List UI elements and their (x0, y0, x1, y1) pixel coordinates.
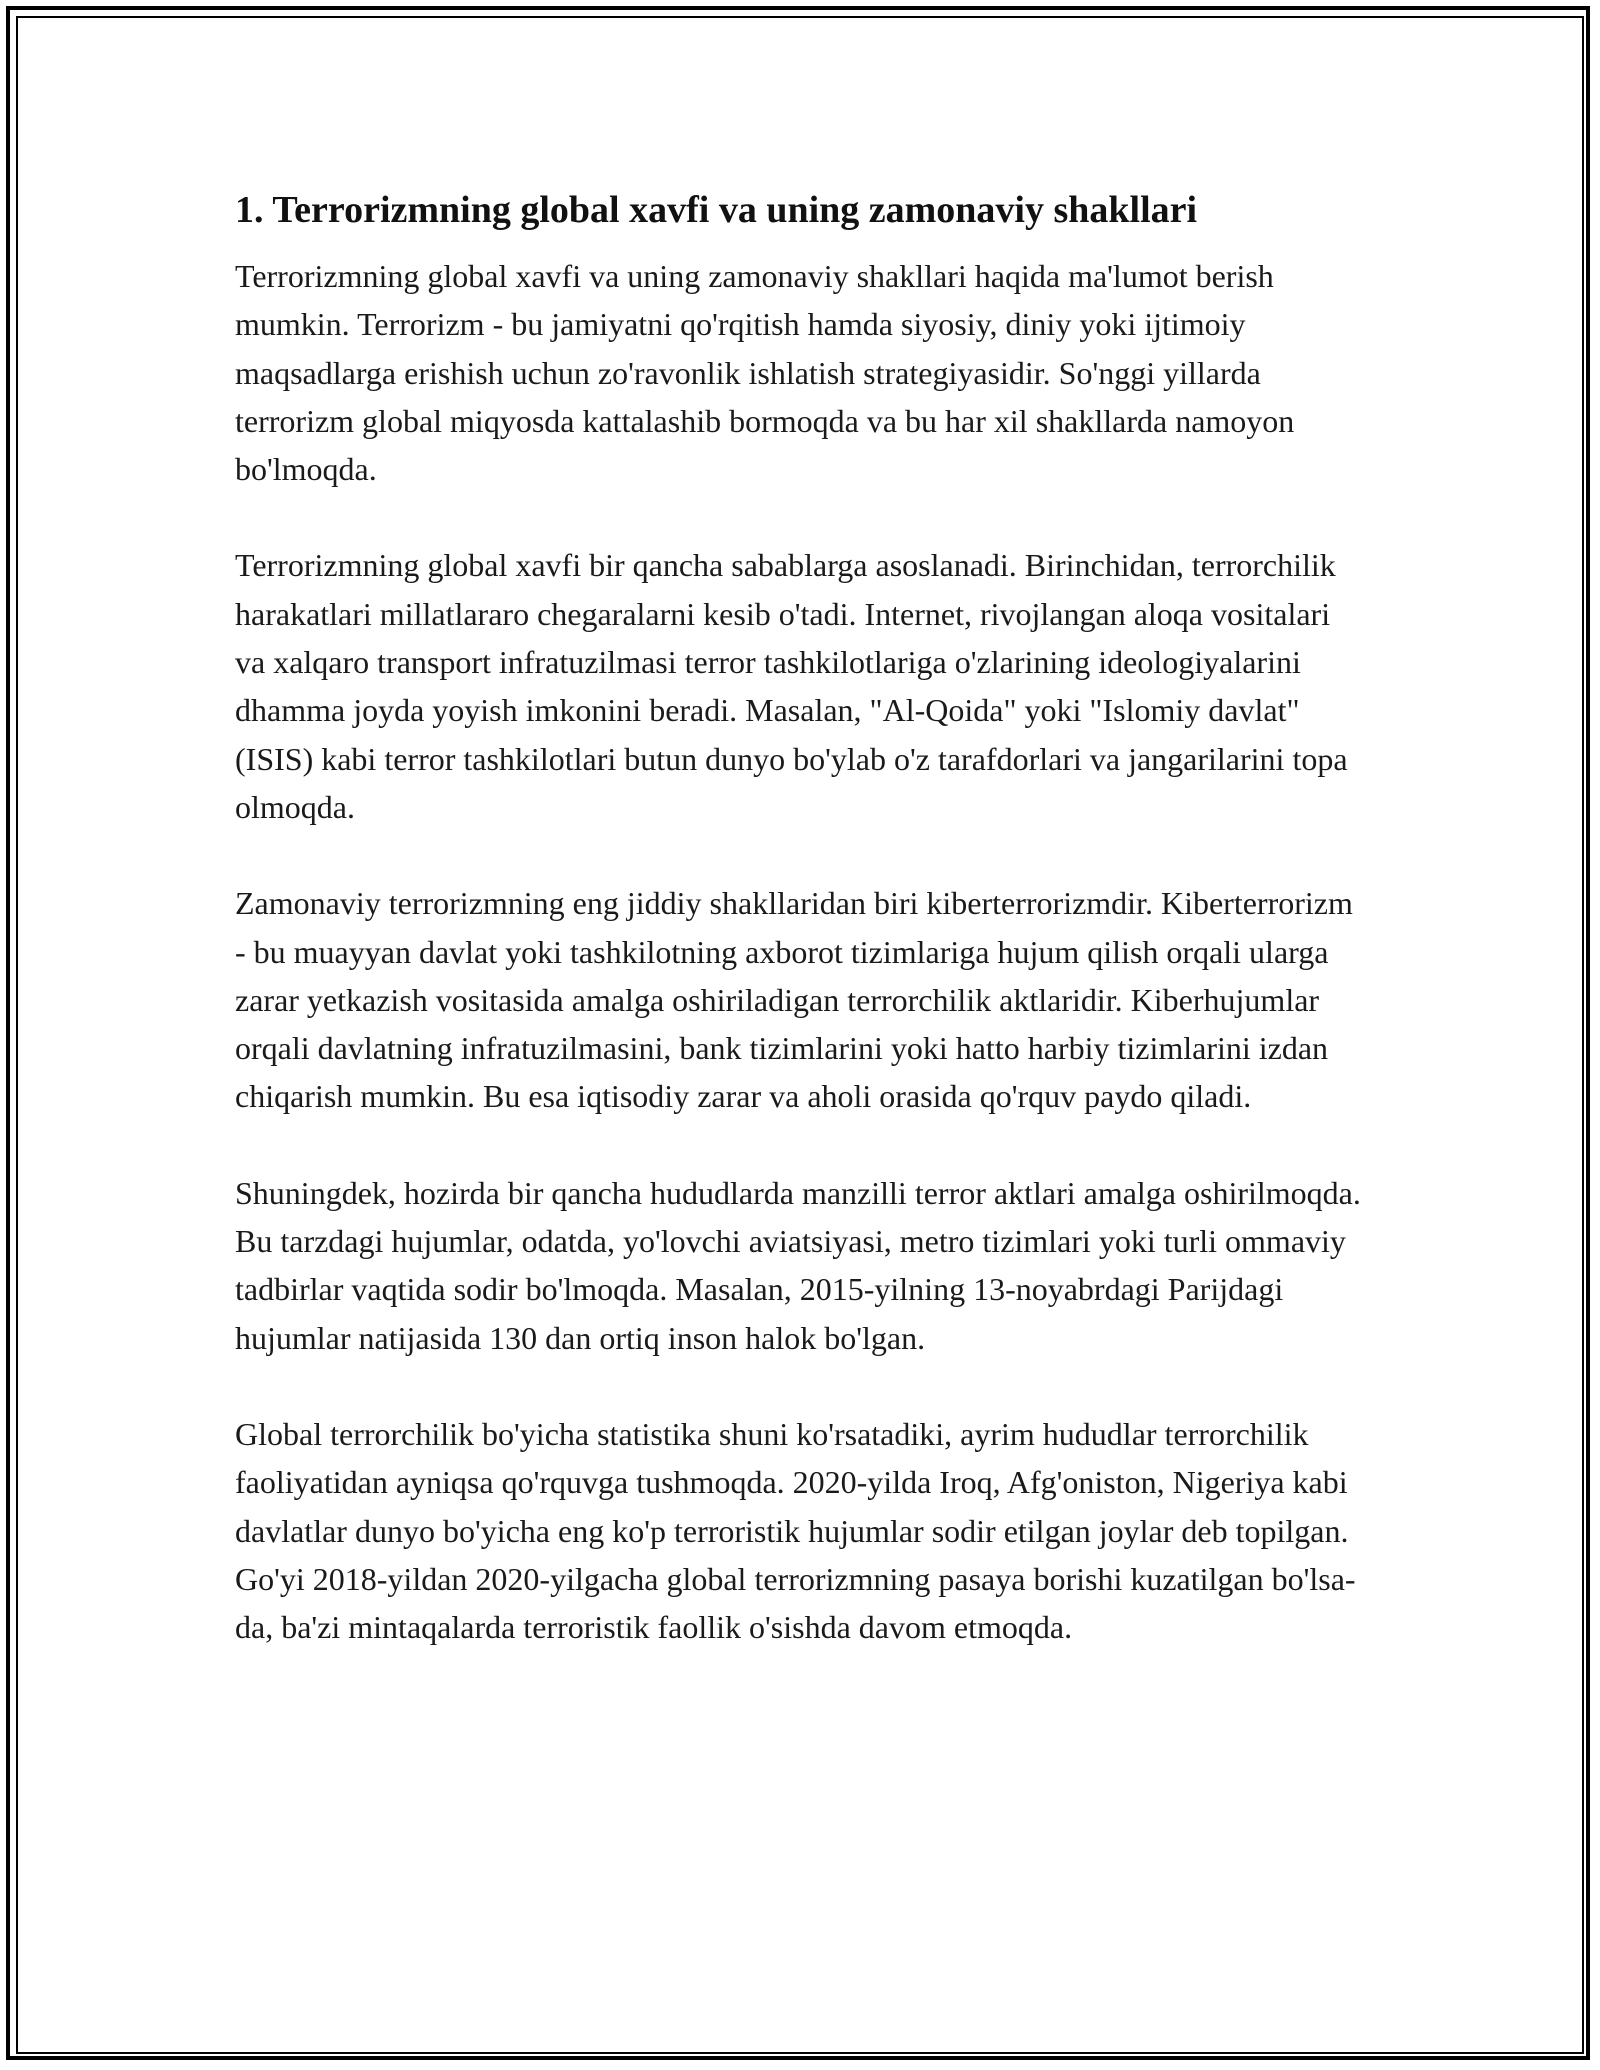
paragraph-statistics: Global terrorchilik bo'yicha statistika shuni ko'rsatadiki, ayrim hududlar terrorchilik faoliyatidan ayniqsa qo'rquvga tushmoqda. 2020-yilda Iroq, Afg'oniston, Nigeriya kabi davlatlar dunyo bo'yicha eng ko'p terroristik hujumlar sodir etilgan joylar deb topilgan. Go'yi 2018-yildan 2020-yilgacha global terrorizmning pasaya borishi kuzatilgan bo'lsa-da, ba'zi mintaqalarda terroristik faollik o'sishda davom etmoqda. (235, 1415, 1356, 1646)
paragraph-cyberterrorism: Zamonaviy terrorizmning eng jiddiy shakllaridan biri kiberterrorizmdir. Kiberterrorizm - bu muayyan davlat yoki tashkilotning axborot tizimlariga hujum qilish orqali ularga zarar yetkazish vositasida amalga oshiriladigan terrorchilik aktlaridir. Kiberhujumlar orqali davlatning infratuzilmasini, bank tizimlarini yoki hatto harbiy tizimlarini izdan chiqarish mumkin. Bu esa iqtisodiy zarar va aholi orasida qo'rquv paydo qiladi. (235, 885, 1353, 1115)
page-title: 1. Terrorizmning global xavfi va uning zamonaviy shakllari (235, 189, 1198, 231)
document-body (235, 180, 1365, 1699)
paragraph-targeted-attacks: Shuningdek, hozirda bir qancha hududlarda manzilli terror aktlari amalga oshirilmoqda. Bu tarzdagi hujumlar, odatda, yo'lovchi aviatsiyasi, metro tizimlari yoki turli ommaviy tadbirlar vaqtida sodir bo'lmoqda. Masalan, 2015-yilning 13-noyabrdagi Parijdagi hujumlar natijasida 130 dan ortiq inson halok bo'lgan. (235, 1174, 1361, 1356)
paragraph-global-threat: Terrorizmning global xavfi bir qancha sabablarga asoslanadi. Birinchidan, terrorchilik harakatlari millatlararo chegaralarni kesib o'tadi. Internet, rivojlangan aloqa vositalari va xalqaro transport infratuzilmasi terror tashkilotlariga o'zlarining ideologiyalarini dhamma joyda yoyish imkonini beradi. Masalan, "Al-Qoida" yoki "Islomiy davlat" (ISIS) kabi terror tashkilotlari butun dunyo bo'ylab o'z tarafdorlari va jangarilarini topa olmoqda. (235, 547, 1348, 825)
paragraph-intro: Terrorizmning global xavfi va uning zamonaviy shakllari haqida ma'lumot berish mumkin. Terrorizm - bu jamiyatni qo'rqitish hamda siyosiy, diniy yoki ijtimoiy maqsadlarga erishish uchun zo'ravonlik ishlatish strategiyasidir. So'nggi yillarda terrorizm global miqyosda kattalashib bormoqda va bu har xil shakllarda namoyon bo'lmoqda. (235, 258, 1295, 488)
